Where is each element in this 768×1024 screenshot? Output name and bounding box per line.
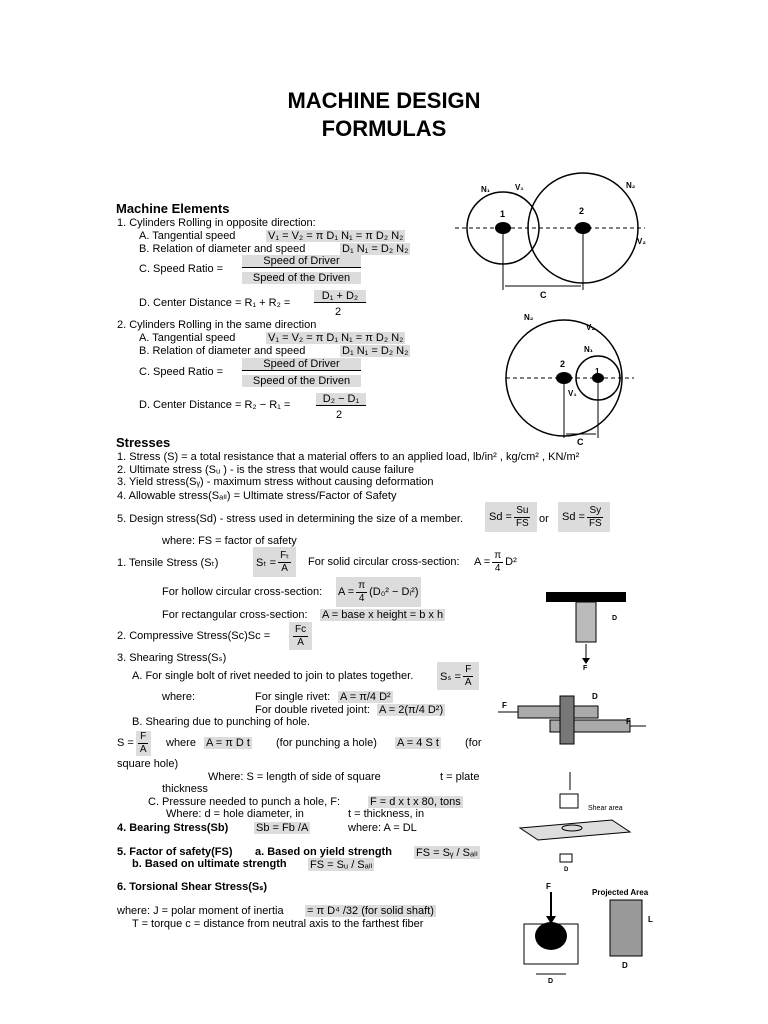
design-stress-sy: Sd = $\frac{Sy}{FS}$ [558, 502, 610, 532]
where-s-label: Where: S = length of side of square [208, 771, 381, 783]
speed-ratio-label: C. Speed Ratio = [139, 263, 224, 275]
speed-ratio-num-2: Speed of Driver [242, 358, 361, 371]
pin [535, 922, 567, 950]
or-text: or [539, 513, 549, 525]
hollow-label: For hollow circular cross-section: [162, 586, 323, 598]
tangential-speed-formula: V₁ = V₂ = π D₁ N₁ = π D₂ N₂ [268, 230, 404, 242]
bearing-formula: Sb = Fb /A [256, 822, 309, 834]
center-distance-label-2: D. Center Distance = R₂ − R₁ = [139, 399, 291, 411]
shear-formula: Sₛ = $\frac{F}{A}$ [437, 662, 479, 690]
n1-label: N₁ [481, 185, 491, 194]
tensile-rod [576, 602, 596, 642]
v1-label: V₁ [568, 389, 577, 398]
tangential-speed-label-2: A. Tangential speed [139, 332, 236, 344]
where-fs: where: FS = factor of safety [162, 535, 297, 547]
stress-def-2: 2. Ultimate stress (Sᵤ ) - is the stress that would cause failure [117, 464, 415, 476]
for-text: (for [465, 737, 482, 749]
double-rivet-label: For double riveted joint: [255, 704, 370, 716]
torsion-label: 6. Torsional Shear Stress(Sₛ) [117, 881, 268, 893]
stress-def-5: 5. Design stress(Sd) - stress used in determining the size of a member. [117, 513, 464, 525]
tangential-speed-label: A. Tangential speed [139, 230, 236, 242]
force-arrowhead [582, 658, 590, 664]
center-distance-num-2: D₂ − D₁ [316, 393, 366, 406]
speed-ratio-den: Speed of the Driven [242, 272, 361, 284]
fos-b-label: b. Based on ultimate strength [132, 858, 287, 870]
double-rivet-formula: A = 2(π/4 D²) [379, 704, 444, 716]
square-hole-text: square hole) [117, 758, 179, 770]
page-title-line2: FORMULAS [321, 116, 447, 141]
n2-label: N₂ [626, 181, 636, 190]
page-title-line1: MACHINE DESIGN [287, 88, 481, 113]
tensile-member-diagram [540, 588, 640, 670]
riveted-joint-diagram [498, 688, 648, 752]
stress-def-4: 4. Allowable stress(Sₐₗₗ) = Ultimate stress/Factor of Safety [117, 490, 397, 502]
j-formula: = π D⁴ /32 (for solid shaft) [307, 905, 434, 917]
fos-a-formula: FS = Sᵧ / Sₐₗₗ [416, 847, 478, 859]
punch-tool [560, 794, 578, 808]
shear-area-label: Shear area [588, 805, 623, 812]
design-stress-su: Sd = $\frac{Su}{FS}$ [485, 502, 537, 532]
relation-formula-2: D₁ N₁ = D₂ N₂ [342, 345, 409, 357]
pressure-formula: F = d x t x 80, tons [370, 796, 461, 808]
v2-label: V₂ [586, 323, 595, 332]
compressive-formula: $\frac{Fc}{A}$ [289, 622, 312, 650]
relation-label-2: B. Relation of diameter and speed [139, 345, 306, 357]
hollow-formula: A = $\frac{\pi}{4}$ (D₀² − Dᵢ²) [336, 577, 421, 607]
plate [520, 820, 630, 840]
support-plate [546, 592, 626, 602]
v1-label: V₁ [515, 183, 524, 192]
shear-a-label: A. For single bolt of rivet needed to join to plates together. [132, 670, 414, 682]
stress-def-3: 3. Yield stress(Sᵧ) - maximum stress without causing deformation [117, 476, 434, 488]
punching-diagram [512, 770, 632, 874]
center-distance-den: 2 [334, 306, 342, 318]
relation-label: B. Relation of diameter and speed [139, 243, 306, 255]
compressive-label: 2. Compressive Stress(Sc)Sc = [117, 630, 271, 642]
f-label: F [583, 665, 588, 670]
t-thickness-label: t = thickness, in [348, 808, 425, 820]
speed-ratio-label-2: C. Speed Ratio = [139, 366, 224, 378]
d-label: D [612, 615, 618, 622]
n1-label: N₁ [584, 345, 594, 354]
f-left-label: F [502, 701, 507, 710]
single-rivet-formula: A = π/4 D² [340, 691, 391, 703]
shear-b-label: B. Shearing due to punching of hole. [132, 716, 310, 728]
fos-a-label: a. Based on yield strength [255, 846, 392, 858]
label-1: 1 [595, 367, 600, 376]
slug [560, 854, 572, 862]
tensile-stress-label: 1. Tensile Stress (Sₜ) [117, 557, 219, 569]
d-bottom-label: D [548, 978, 554, 985]
projected-area-label: Projected Area [592, 888, 649, 897]
stresses-heading: Stresses [116, 435, 171, 450]
center-distance-den-2: 2 [335, 409, 343, 421]
shearing-label: 3. Shearing Stress(Sₛ) [117, 652, 227, 664]
t-plate-label: t = plate [440, 771, 480, 783]
where-d-label: Where: d = hole diameter, in [166, 808, 304, 820]
pressure-label: C. Pressure needed to punch a hole, F: [148, 796, 341, 808]
label-2: 2 [579, 206, 585, 216]
d-projected-label: D [622, 961, 628, 970]
solid-label: For solid circular cross-section: [308, 556, 460, 568]
bearing-label: 4. Bearing Stress(Sb) [117, 822, 229, 834]
bearing-diagram [520, 880, 665, 985]
v2-label: V₂ [637, 237, 646, 246]
same-direction-cylinders-diagram [486, 312, 636, 447]
fos-b-formula: FS = Sᵤ / Sₐₗₗ [310, 859, 373, 871]
c-label: C [577, 437, 584, 447]
t-label: T = torque c = distance from neutral axis to the farthest fiber [132, 918, 424, 930]
fos-label: 5. Factor of safety(FS) [117, 846, 233, 858]
item-1: 1. Cylinders Rolling in opposite direction: [117, 217, 316, 229]
d-label: D [592, 692, 598, 701]
j-label: where: J = polar moment of inertia [117, 905, 284, 917]
punch-note: (for punching a hole) [276, 737, 377, 749]
where-label: where: [162, 691, 196, 703]
bearing-where: where: A = DL [348, 822, 417, 834]
d-label: D [564, 867, 569, 873]
square-area-formula: A = 4 S t [397, 737, 439, 749]
top-plate [518, 706, 598, 718]
relation-formula: D₁ N₁ = D₂ N₂ [342, 243, 409, 255]
center-distance-num: D₁ + D₂ [314, 290, 366, 303]
thickness-label: thickness [162, 783, 208, 795]
opposite-cylinders-diagram [455, 172, 655, 302]
speed-ratio-num: Speed of Driver [242, 255, 361, 268]
rivet [560, 696, 574, 744]
l-label: L [648, 915, 653, 924]
center-distance-label: D. Center Distance = R₁ + R₂ = [139, 297, 291, 309]
tangential-speed-formula-2: V₁ = V₂ = π D₁ N₁ = π D₂ N₂ [268, 332, 404, 344]
stress-def-1: 1. Stress (S) = a total resistance that a material offers to an applied load, lb/in² , kg/cm² , KN/m² [117, 451, 580, 463]
label-1: 1 [500, 209, 506, 219]
n2-label: N₂ [524, 313, 534, 322]
f-label: F [546, 882, 551, 891]
single-rivet-label: For single rivet: [255, 691, 331, 703]
tensile-formula: Sₜ = $\frac{\text{Fₜ}}{A}$ [253, 547, 296, 577]
c-label: C [540, 290, 547, 300]
label-2: 2 [560, 359, 566, 369]
speed-ratio-den-2: Speed of the Driven [242, 375, 361, 387]
solid-formula: A = $\frac{\pi}{4}$ D² [474, 549, 517, 574]
rect-formula: A = base x height = b x h [322, 609, 444, 621]
machine-elements-heading: Machine Elements [116, 201, 230, 216]
punch-formula-s: S = $\frac{F}{A}$ [117, 729, 153, 757]
punch-area-formula: A = π D t [206, 737, 250, 749]
f-right-label: F [626, 717, 631, 726]
punch-where: where [166, 737, 196, 749]
item-2: 2. Cylinders Rolling in the same direction [117, 319, 317, 331]
projected-area-rect [610, 900, 642, 956]
rect-label: For rectangular cross-section: [162, 609, 308, 621]
